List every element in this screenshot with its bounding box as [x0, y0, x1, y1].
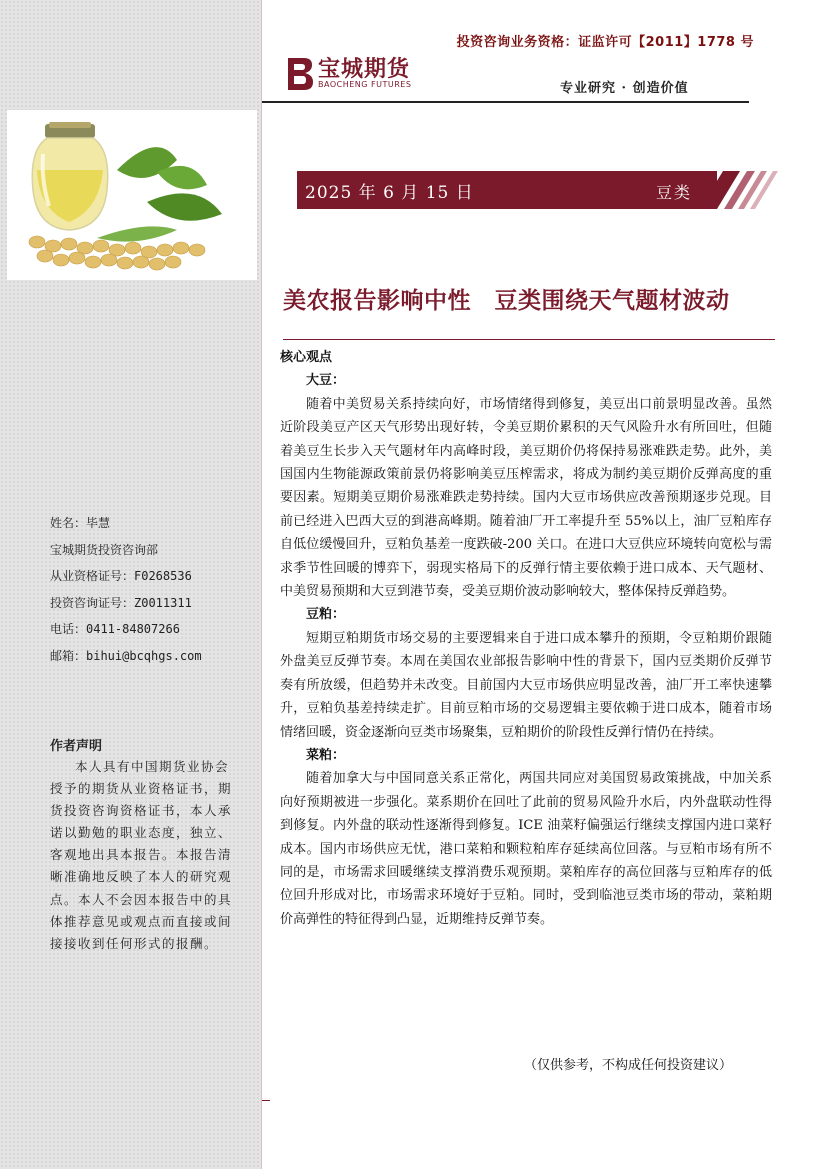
oil-jar-soybeans-photo — [7, 110, 257, 280]
report-title: 美农报告影响中性 豆类围绕天气题材波动 — [283, 288, 730, 314]
section-heading-rapemeal: 菜粕： — [306, 747, 346, 763]
company-logo — [282, 52, 432, 96]
section-body-soybean: 随着中美贸易关系持续向好，市场情绪得到修复，美豆出口前景明显改善。虽然近阶段美豆产区天气形势出现好转，令美豆期价累积的天气风险升水有所回吐，但随着美豆生长步入天气题材年内高峰时段，美豆期价仍将保持易涨难跌走势。此外，美国国内生物能源政策前景仍将影响美豆压榨需求，将成为制约美豆期价反弹高度的重要因素。短期美豆期价易涨难跌走势持续。国内大豆市场供应改善预期逐步兑现。目前已经进入巴西大豆的到港高峰期。随着油厂开工率提升至 55%以上，油厂豆粕库存自低位缓慢回升，豆粕负基差一度跌破-200 关口。在进口大豆供应环境转向宽松与需求季节性回暖的博弈下，弱现实格局下的反弹行情主要依赖于进口成本、天气题材、中美贸易预期和大豆到港节奏，受美豆期价波动影响较大，整体保持反弹趋势。 — [280, 396, 772, 600]
sidebar-divider — [261, 0, 262, 1169]
qualification-number: 从业资格证号：F0268536 — [50, 569, 192, 583]
email: 邮箱：bihui@bcqhgs.com — [50, 648, 202, 663]
section-heading-soymeal: 豆粕： — [306, 607, 346, 623]
core-view-heading: 核心观点 — [280, 350, 333, 365]
license-text: 投资咨询业务资格：证监许可【2011】1778 号 — [456, 35, 754, 50]
section-body-rapemeal: 随着加拿大与中国同意关系正常化，两国共同应对美国贸易政策挑战，中加关系向好预期被进一步强化。菜系期价在回吐了此前的贸易风险升水后，内外盘联动性得到修复。内外盘的联动性逐渐得到修复。ICE 油菜籽偏强运行继续支撑国内进口菜籽成本。国内市场供应无忧，港口菜粕和颗粒粕库存延续高位回落。与豆粕市场有所不同的是，市场需求回暖继续支撑消费乐观预期。菜粕库存的高位回落与豆粕库存的低位回升形成对比，市场需求环境好于豆粕。同时，受到临池豆类市场的带动，菜粕期价高弹性的特征得到凸显，近期维持反弹节奏。 — [280, 771, 772, 927]
author-info — [50, 510, 202, 669]
report-body — [280, 346, 772, 931]
title-rule — [283, 339, 775, 340]
phone: 电话：0411-84807266 — [50, 622, 180, 636]
header-rule — [262, 101, 749, 103]
consult-cert-number: 投资咨询证号：Z0011311 — [50, 595, 192, 610]
section-body-soymeal: 短期豆粕期货市场交易的主要逻辑来自于进口成本攀升的预期，令豆粕期价跟随外盘美豆反弹节奏。本周在美国农业部报告影响中性的背景下，国内豆类期价反弹节奏有所放缓，但趋势并未改变。目前国内大豆市场供应明显改善，油厂开工率快速攀升，豆粕负基差持续走扩。目前豆粕市场的交易逻辑主要依赖于进口成本，随着市场情绪回暖，资金逐渐向豆类市场聚集，豆粕期价的阶段性反弹行情仍在持续。 — [280, 630, 772, 740]
disclaimer-note: （仅供参考，不构成任何投资建议） — [524, 1058, 733, 1073]
slogan: 专业研究 · 创造价值 — [560, 81, 689, 96]
logo-en-text: BAOCHENG FUTURES — [318, 80, 412, 89]
report-date: 2025 年 6 月 15 日 — [305, 183, 474, 203]
author-department: 宝城期货投资咨询部 — [50, 542, 159, 557]
author-statement-body: 本人具有中国期货业协会授予的期货从业资格证书，期货投资咨询资格证书，本人承诺以勤勉的职业态度，独立、客观地出具本报告。本报告清晰准确地反映了本人的研究观点。本人不会因本报告中的具体推荐意见或观点而直接或间接接收到任何形式的报酬。 — [50, 759, 233, 951]
footer-mark — [262, 1100, 270, 1101]
author-name: 姓名：毕慧 — [50, 516, 111, 530]
report-category: 豆类 — [656, 183, 693, 202]
banner-stripes-decoration — [700, 171, 785, 209]
logo-cn-text: 宝城期货 — [318, 57, 411, 82]
baocheng-logo-icon — [282, 54, 316, 94]
author-statement-heading: 作者声明 — [50, 739, 103, 754]
section-heading-soybean: 大豆： — [306, 373, 346, 389]
